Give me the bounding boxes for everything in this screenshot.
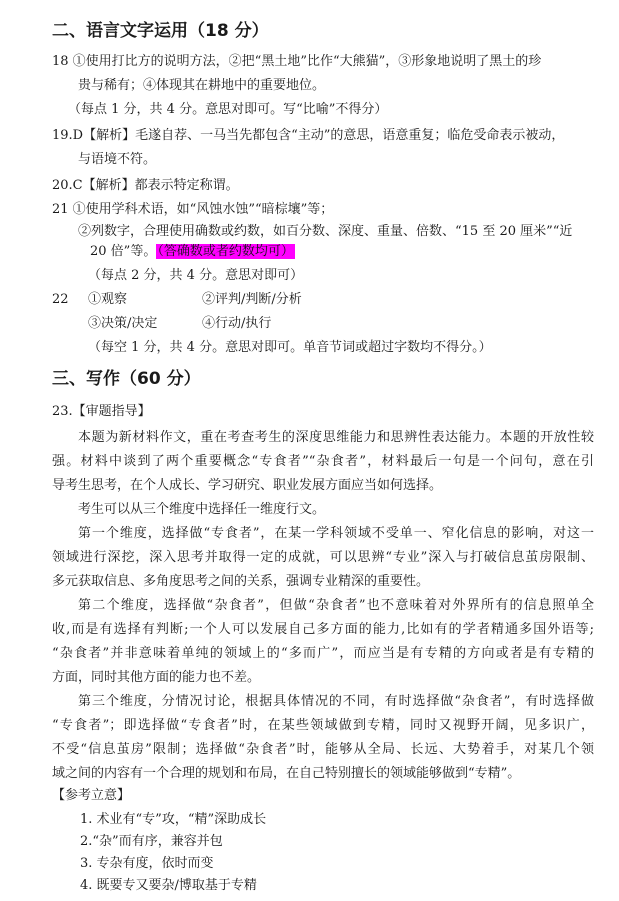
reference-idea-1: 1. 术业有“专”攻，“精”深助成长 — [80, 812, 267, 827]
guide-para1-line1: 本题为新材料作文，重在考查考生的深度思维能力和思辨性表达能力。本题的开放性较 — [78, 430, 594, 445]
q21-line3 — [90, 244, 295, 260]
reference-idea-3: 3. 专杂有度，依时而变 — [80, 856, 214, 871]
q22-answer3: ③决策/决定 — [88, 316, 158, 331]
q21-line3-text: 20 倍”等。 — [90, 244, 157, 259]
guide-para5-line2: “专食者”；即选择做“专食者”时，在某些领域做到专精，同时又视野开阔，见多识广， — [52, 718, 594, 733]
guide-para2: 考生可以从三个维度中选择任一维度行文。 — [78, 502, 326, 517]
guide-para5-line3: 不受“信息茧房”限制；选择做“杂食者”时，能够从全局、长远、大势着手，对某几个领 — [52, 742, 594, 757]
q21-line2: ②列数字，合理使用确数或约数，如百分数、深度、重量、倍数、“15 至 20 厘米”“近 — [78, 224, 573, 239]
q22-number: 22 — [52, 292, 69, 307]
q19-line1: 19.D【解析】毛遂自荐、一马当先都包含“主动”的意思，语意重复；临危受命表示被动， — [52, 128, 565, 143]
q21-line1: 21 ①使用学科术语，如“风蚀水蚀”“暗棕壤”等； — [52, 202, 334, 217]
q18-line2: 贵与稀有；④体现其在耕地中的重要地位。 — [78, 78, 326, 93]
q21-note: （每点 2 分，共 4 分。意思对即可） — [88, 268, 304, 283]
q22-note: （每空 1 分，共 4 分。意思对即可。单音节词或超过字数均不得分。） — [88, 340, 492, 355]
section3-heading: 三、写作（60 分） — [52, 369, 201, 389]
guide-para3-line3: 多元获取信息、多角度思考之间的关系，强调专业精深的重要性。 — [52, 574, 430, 589]
reference-idea-4: 4. 既要专又要杂/博取基于专精 — [80, 878, 257, 893]
q19-line2: 与语境不符。 — [78, 152, 157, 167]
q23-title: 23.【审题指导】 — [52, 404, 151, 419]
q22-answer1: ①观察 — [88, 292, 128, 307]
reference-idea-2: 2.“杂”而有序，兼容并包 — [80, 834, 223, 849]
guide-para1-line3: 导考生思考，在个人成长、学习研究、职业发展方面应当如何选择。 — [52, 478, 443, 493]
q18-line1: 18 ①使用打比方的说明方法，②把“黑土地”比作“大熊猫”，③形象地说明了黑土的珍 — [52, 54, 542, 69]
guide-para3-line1: 第一个维度，选择做“专食者”，在某一学科领域不受单一、窄化信息的影响，对这一 — [78, 526, 594, 541]
guide-para4-line2: 收,而是有选择有判断;一个人可以发展自己多方面的能力,比如有的学者精通多国外语等; — [52, 622, 594, 637]
guide-para3-line2: 领域进行深挖，深入思考并取得一定的成就，可以思辨“专业”深入与打破信息茧房限制、 — [52, 550, 594, 565]
q20-line1: 20.C【解析】都表示特定称谓。 — [52, 178, 239, 193]
q22-answer4: ④行动/执行 — [202, 316, 272, 331]
q22-answer2: ②评判/判断/分析 — [202, 292, 302, 307]
guide-para1-line2: 强。材料中谈到了两个重要概念“专食者”“杂食者”，材料最后一句是一个问句，意在引 — [52, 454, 594, 469]
guide-para4-line4: 方面，同时其他方面的能力也不差。 — [52, 670, 261, 685]
reference-ideas-title: 【参考立意】 — [52, 788, 131, 803]
q18-note: （每点 1 分，共 4 分。意思对即可。写“比喻”不得分） — [68, 102, 388, 117]
guide-para4-line1: 第二个维度，选择做“杂食者”，但做“杂食者”也不意味着对外界所有的信息照单全 — [78, 598, 594, 613]
guide-para5-line4: 域之间的内容有一个合理的规划和布局，在自己特别擅长的领域能够做到“专精”。 — [52, 766, 521, 781]
guide-para4-line3: “杂食者”并非意味着单纯的领域上的“多而广”，而应当是有专精的方向或者是有专精的 — [52, 646, 594, 661]
guide-para5-line1: 第三个维度，分情况讨论，根据具体情况的不同，有时选择做“杂食者”，有时选择做 — [78, 694, 594, 709]
q21-highlight: （答确数或者约数均可） — [157, 244, 294, 259]
section2-heading: 二、语言文字运用（18 分） — [52, 21, 269, 41]
